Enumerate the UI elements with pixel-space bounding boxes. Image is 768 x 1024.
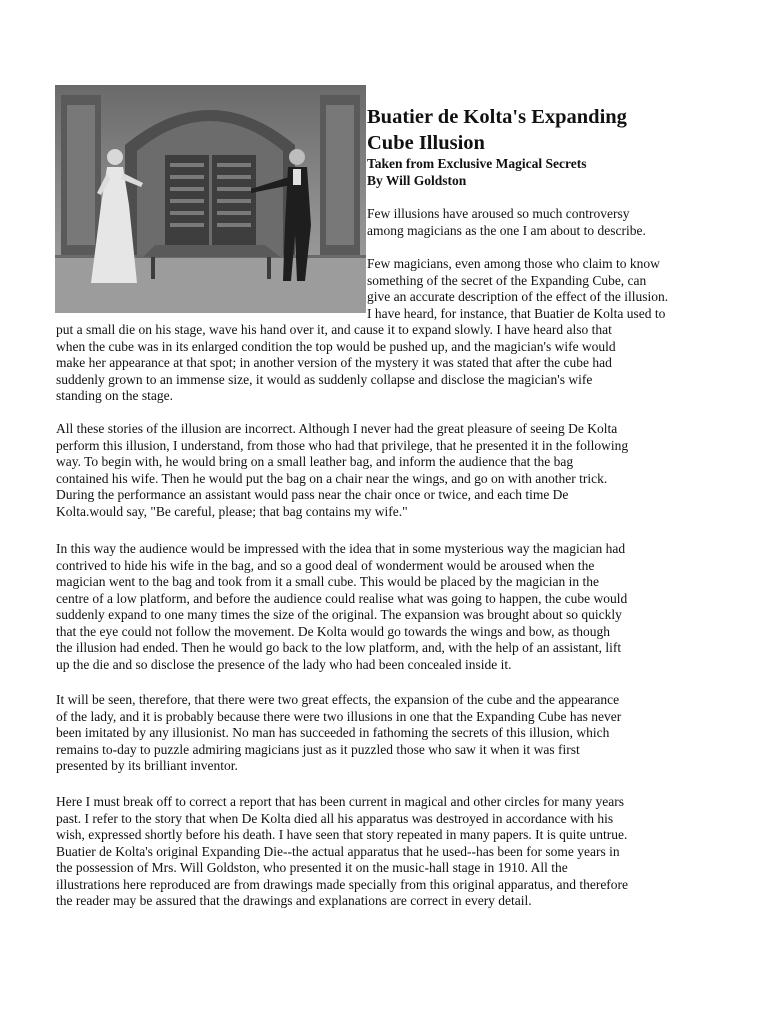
paragraph-6: [56, 794, 716, 910]
subtitle-source: Taken from Exclusive Magical Secrets: [367, 156, 587, 171]
text-line: Few illusions have aroused so much controversy: [367, 206, 630, 221]
text-line: contained his wife. Then he would put the bag on a chair near the wings, and go on with another trick.: [56, 470, 608, 486]
text-line: suddenly grown to an immense size, it would as suddenly collapse and disclose the magician's wife: [56, 371, 593, 387]
text-line: I have heard, for instance, that Buatier de Kolta used to: [367, 305, 666, 321]
text-line: standing on the stage.: [56, 388, 173, 403]
text-line: magician went to the bag and took from it a small cube. This would be placed by the magician in the: [56, 574, 599, 589]
paragraph-4: [56, 541, 716, 673]
paragraph-5: [56, 692, 716, 775]
text-line: make her appearance at that spot; in another version of the mystery it was stated that after the cube had: [56, 355, 612, 370]
paragraph-intro: [367, 206, 714, 239]
text-line: remains to-day to puzzle admiring magicians just as it puzzled those who saw it when it was first: [56, 741, 580, 757]
text-line: In this way the audience would be impressed with the idea that in some mysterious way the magician had: [56, 541, 626, 556]
text-line: During the performance an assistant would pass near the chair once or twice, and each time De: [56, 487, 569, 502]
text-line: perform this illusion, I understand, from those who had that privilege, that he presented it in the following: [56, 437, 629, 453]
text-line: when the cube was in its enlarged condition the top would be pushed up, and the magician's wife would: [56, 338, 616, 354]
text-line: that the eye could not follow the movement. De Kolta would go towards the wings and bow, as though: [56, 623, 611, 639]
paragraph-2-continued: [56, 322, 716, 405]
text-line: up the die and so disclose the presence of the lady who had been concealed inside it.: [56, 656, 512, 672]
subtitle-author: By Will Goldston: [367, 172, 467, 188]
text-line: way. To begin with, he would bring on a small leather bag, and inform the audience that the bag: [56, 454, 574, 469]
text-line: presented by its brilliant inventor.: [56, 758, 238, 773]
title-line-2: Cube Illusion: [367, 132, 485, 154]
text-line: wish, expressed shortly before his death. I have seen that story repeated in many papers. It is quite untrue.: [56, 827, 628, 842]
paragraph-2-side: [367, 256, 714, 322]
text-line: something of the secret of the Expanding Cube, can: [367, 272, 647, 288]
text-line: among magicians as the one I am about to describe.: [367, 222, 646, 238]
text-line: contrived to hide his wife in the bag, and so a good deal of wonderment would be aroused when the: [56, 557, 595, 573]
text-line: Few magicians, even among those who claim to know: [367, 256, 660, 271]
text-line: It will be seen, therefore, that there were two great effects, the expansion of the cube and the appearance: [56, 692, 620, 707]
text-line: Buatier de Kolta's original Expanding Die--the actual apparatus that he used--has been for some years in: [56, 843, 620, 859]
text-line: Here I must break off to correct a report that has been current in magical and other circles for many years: [56, 794, 625, 809]
stage-photo-illustration: [55, 85, 366, 313]
text-line: been imitated by any illusionist. No man has succeeded in fathoming the secrets of this illusion, which: [56, 725, 610, 740]
text-line: past. I refer to the story that when De Kolta died all his apparatus was destroyed in accordance with his: [56, 810, 614, 826]
stage-photograph: [55, 85, 366, 313]
article-subtitle: [367, 156, 727, 189]
text-line: the reader may be assured that the drawings and explanations are correct in every detail.: [56, 893, 532, 908]
text-line: give an accurate description of the effect of the illusion.: [367, 289, 669, 304]
title-line-1: Buatier de Kolta's Expanding: [367, 106, 627, 128]
text-line: centre of a low platform, and before the audience could realise what was going to happen, the cube would: [56, 590, 628, 606]
text-line: All these stories of the illusion are incorrect. Although I never had the great pleasure of seeing De Kolta: [56, 421, 618, 436]
text-line: Kolta.would say, "Be careful, please; that bag contains my wife.": [56, 503, 408, 519]
text-line: suddenly expand to one many times the size of the original. The expansion was brought about so quickly: [56, 607, 622, 622]
article-title: [367, 104, 727, 156]
text-line: of the lady, and it is probably because there were two illusions in one that the Expanding Cube has never: [56, 708, 622, 724]
text-line: the illusion had ended. Then he would go back to the low platform, and, with the help of an assistant, lift: [56, 640, 622, 655]
text-line: illustrations here reproduced are from drawings made specially from this original apparatus, and therefore: [56, 876, 629, 892]
text-line: put a small die on his stage, wave his hand over it, and cause it to expand slowly. I have heard also that: [56, 322, 612, 337]
text-line: the possession of Mrs. Will Goldston, who presented it on the music-hall stage in 1910. All the: [56, 860, 568, 875]
paragraph-3: [56, 421, 716, 520]
